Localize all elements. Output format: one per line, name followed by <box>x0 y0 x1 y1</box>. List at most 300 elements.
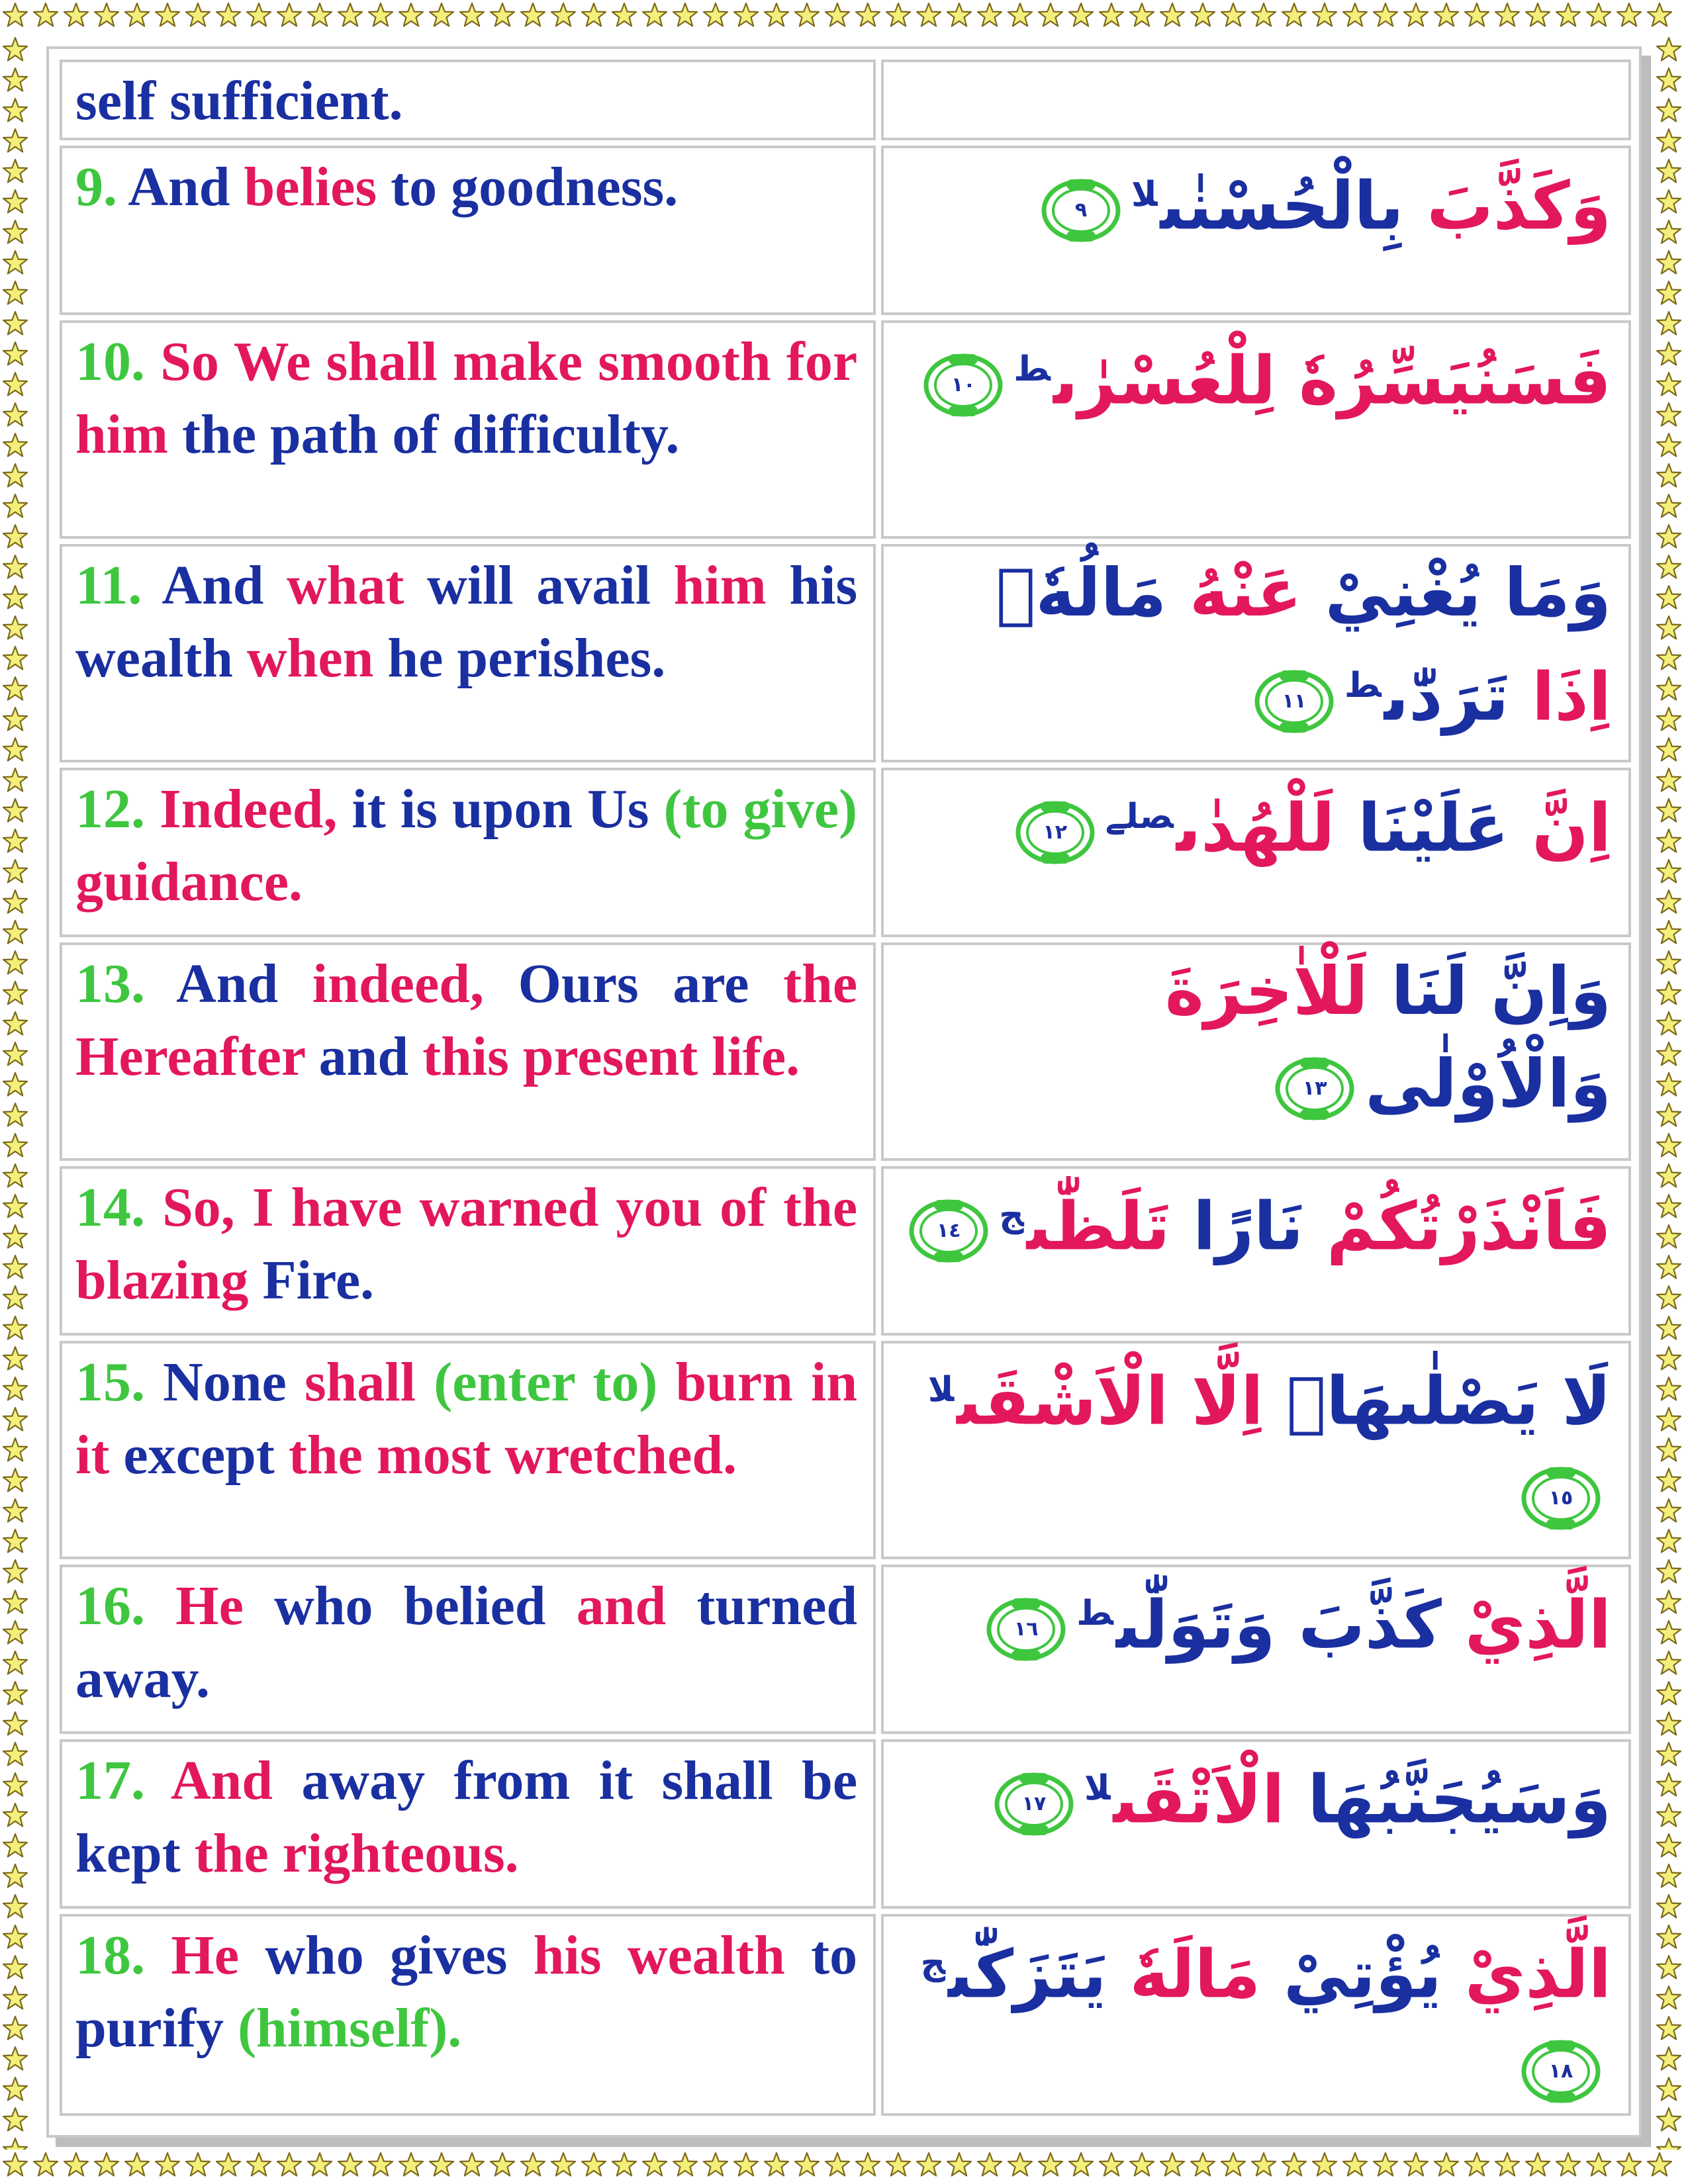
english-translation <box>60 1341 876 1559</box>
star-icon <box>520 2152 546 2178</box>
arabic-text: لَا يَصْلٰىهَاۤ <box>1263 1362 1611 1440</box>
star-icon <box>1656 523 1682 550</box>
star-icon <box>1656 1102 1682 1128</box>
arabic-text: وَاِنَّ لَنَا <box>1368 952 1611 1030</box>
star-icon <box>672 2152 698 2178</box>
star-icon <box>2 1498 28 1524</box>
star-icon <box>1656 1285 1682 1311</box>
translation-segment: belies <box>244 156 391 218</box>
star-icon <box>2 1315 28 1342</box>
star-icon <box>1656 1650 1682 1676</box>
arabic-verse <box>881 146 1631 315</box>
arabic-text: وَسَيُجَنَّبُهَا <box>1284 1760 1611 1839</box>
translation-segment: it is upon Us <box>352 778 664 840</box>
star-icon <box>1656 189 1682 215</box>
verse-row <box>60 146 1631 315</box>
verse-number: 14. <box>75 1177 163 1238</box>
star-icon <box>1372 2152 1399 2178</box>
verse-number: 13. <box>75 953 177 1015</box>
ayah-end-marker-icon <box>1040 177 1122 244</box>
star-icon <box>1656 1893 1682 1920</box>
star-icon <box>1656 219 1682 246</box>
waqf-stop-sign: ج <box>999 1195 1024 1235</box>
verse-row <box>60 60 1631 140</box>
translation-segment: turned away. <box>75 1575 858 1709</box>
star-icon <box>1656 128 1682 154</box>
star-icon <box>2 402 28 428</box>
arabic-text: بِالْحُسْنٰى <box>1160 167 1404 245</box>
star-icon <box>2 858 28 885</box>
star-icon <box>1656 1406 1682 1433</box>
verse-row <box>60 544 1631 762</box>
ayah-end-marker-icon <box>1520 2038 1602 2105</box>
star-border-right <box>1654 34 1688 2150</box>
star-icon <box>976 2152 1003 2178</box>
star-icon <box>2 1406 28 1433</box>
translation-segment: and <box>576 1575 697 1637</box>
star-icon <box>976 2 1003 28</box>
translation-segment: So, I have warned you of the blazing <box>75 1177 858 1311</box>
star-icon <box>2 1102 28 1128</box>
star-icon <box>337 2152 363 2178</box>
star-icon <box>2 523 28 550</box>
star-icon <box>1656 1863 1682 1889</box>
translation-segment: None <box>163 1351 305 1413</box>
star-icon <box>1656 463 1682 489</box>
ayah-number: ١٧ <box>1021 1792 1047 1815</box>
star-icon <box>1524 2152 1551 2178</box>
star-icon <box>2 1680 28 1707</box>
translation-segment: So We shall make smooth for him <box>75 331 858 465</box>
star-icon <box>1656 493 1682 520</box>
translation-segment: And <box>176 953 312 1015</box>
star-icon <box>2 1011 28 1037</box>
star-icon <box>1494 2152 1521 2178</box>
star-icon <box>1281 2 1307 28</box>
star-icon <box>2 1132 28 1159</box>
star-icon <box>1068 2 1094 28</box>
star-icon <box>1656 1132 1682 1159</box>
translation-segment: He <box>171 1925 265 1986</box>
star-icon <box>1656 2137 1682 2150</box>
star-icon <box>32 2152 59 2178</box>
star-icon <box>824 2152 851 2178</box>
ayah-end-marker-icon <box>1253 668 1335 735</box>
star-icon <box>581 2 607 28</box>
star-icon <box>2 1589 28 1615</box>
star-icon <box>2 554 28 580</box>
translation-segment: Indeed, <box>160 778 352 840</box>
star-icon <box>581 2152 607 2178</box>
arabic-text: عَنْهُ <box>1166 554 1302 631</box>
star-icon <box>2 2015 28 2042</box>
arabic-text: مَالُهٗۤ <box>996 554 1167 631</box>
star-icon <box>946 2152 972 2178</box>
english-translation <box>60 60 876 140</box>
ayah-number: ١١ <box>1282 689 1307 713</box>
star-icon <box>520 2 546 28</box>
star-icon <box>459 2 485 28</box>
english-translation <box>60 1914 876 2116</box>
star-icon <box>1646 2 1673 28</box>
star-icon <box>428 2152 455 2178</box>
star-icon <box>702 2152 729 2178</box>
verse-number: 9. <box>75 156 128 218</box>
star-icon <box>1159 2 1186 28</box>
arabic-verse <box>881 1341 1631 1559</box>
star-icon <box>2 1345 28 1372</box>
star-icon <box>1311 2 1338 28</box>
star-icon <box>1656 1741 1682 1768</box>
translation-segment: his wealth <box>533 1925 812 1986</box>
star-icon <box>185 2152 211 2178</box>
translation-segment: self sufficient. <box>75 70 403 132</box>
star-icon <box>2 1559 28 1585</box>
arabic-verse <box>881 1739 1631 1909</box>
star-icon <box>1524 2 1551 28</box>
star-border-bottom <box>0 2150 1688 2184</box>
star-icon <box>2 2076 28 2103</box>
star-icon <box>337 2 363 28</box>
arabic-text: وَالْاُوْلٰى <box>1365 1045 1611 1122</box>
translation-segment: the <box>783 953 858 1015</box>
translation-segment: (enter to) <box>434 1351 676 1413</box>
english-translation <box>60 544 876 762</box>
star-icon <box>1656 584 1682 611</box>
star-icon <box>611 2152 637 2178</box>
star-icon <box>2 1041 28 1068</box>
star-icon <box>1656 158 1682 185</box>
star-icon <box>1656 1924 1682 1950</box>
verse-row <box>60 1739 1631 1909</box>
star-icon <box>1656 2107 1682 2133</box>
star-icon <box>2 1224 28 1250</box>
star-icon <box>2 767 28 794</box>
star-icon <box>2 1893 28 1920</box>
star-icon <box>550 2 577 28</box>
star-icon <box>2 219 28 246</box>
translation-segment: he perishes. <box>387 627 666 689</box>
arabic-verse <box>881 320 1631 539</box>
ayah-number: ١٢ <box>1043 820 1068 844</box>
star-icon <box>1007 2 1033 28</box>
star-icon <box>1656 767 1682 794</box>
star-icon <box>1656 1498 1682 1524</box>
star-icon <box>1555 2 1581 28</box>
star-icon <box>1494 2 1521 28</box>
star-icon <box>2 1071 28 1098</box>
star-icon <box>641 2152 668 2178</box>
arabic-verse <box>881 1166 1631 1336</box>
ayah-end-marker-icon <box>922 352 1004 418</box>
star-icon <box>1656 1437 1682 1463</box>
ayah-end-marker-icon <box>1274 1056 1356 1122</box>
english-translation <box>60 1166 876 1336</box>
star-icon <box>794 2 820 28</box>
translation-segment: (to give) <box>663 778 858 840</box>
waqf-stop-sign: ط <box>1076 1594 1113 1633</box>
star-icon <box>93 2 120 28</box>
star-icon <box>2 432 28 459</box>
translation-segment: the most wretched. <box>288 1424 737 1486</box>
translation-segment: his wealth <box>75 555 858 689</box>
star-icon <box>1656 1680 1682 1707</box>
star-icon <box>2 1924 28 1950</box>
star-icon <box>2 950 28 976</box>
star-icon <box>63 2 89 28</box>
english-translation <box>60 1565 876 1734</box>
star-icon <box>1656 797 1682 824</box>
star-border-top <box>0 0 1688 34</box>
translation-segment: And <box>170 1750 302 1811</box>
star-icon <box>2 1711 28 1737</box>
star-icon <box>367 2 394 28</box>
star-icon <box>1656 1467 1682 1494</box>
arabic-text: تَرَدّٰى <box>1383 658 1509 736</box>
translation-segment: who belied <box>274 1575 577 1637</box>
verse-number: 12. <box>75 778 160 840</box>
star-icon <box>2 158 28 185</box>
translation-segment: indeed, <box>312 953 518 1015</box>
star-icon <box>306 2152 333 2178</box>
star-icon <box>1656 554 1682 580</box>
star-icon <box>215 2152 242 2178</box>
translation-segment: except <box>123 1424 289 1486</box>
star-icon <box>2 1467 28 1494</box>
star-icon <box>1656 1011 1682 1037</box>
star-icon <box>2 1985 28 2011</box>
verse-number: 18. <box>75 1925 171 1986</box>
star-icon <box>1656 36 1682 63</box>
star-icon <box>489 2152 516 2178</box>
waqf-stop-sign: لا <box>927 1370 955 1410</box>
star-icon <box>1098 2 1125 28</box>
star-icon <box>2 615 28 641</box>
star-icon <box>2 1772 28 1798</box>
star-icon <box>1656 1985 1682 2011</box>
star-icon <box>915 2152 942 2178</box>
waqf-stop-sign: لا <box>1084 1768 1111 1808</box>
arabic-text: لَلْاٰخِرَةَ <box>1164 952 1368 1030</box>
star-icon <box>1656 858 1682 885</box>
star-icon <box>2 797 28 824</box>
star-icon <box>124 2 150 28</box>
star-icon <box>1464 2 1490 28</box>
arabic-verse <box>881 942 1631 1161</box>
star-icon <box>215 2 242 28</box>
star-icon <box>1656 280 1682 306</box>
verse-number: 10. <box>75 331 161 392</box>
star-icon <box>2 889 28 915</box>
star-icon <box>855 2152 881 2178</box>
translation-segment: Hereafter <box>75 1026 319 1087</box>
star-icon <box>1656 1559 1682 1585</box>
star-icon <box>1555 2152 1581 2178</box>
star-icon <box>2 1285 28 1311</box>
translation-segment: to purify <box>75 1925 858 2059</box>
translation-segment: shall <box>304 1351 434 1413</box>
star-icon <box>2 2 28 28</box>
star-icon <box>1656 1193 1682 1220</box>
ayah-number: ١٦ <box>1013 1617 1039 1641</box>
translation-segment: And <box>162 555 287 616</box>
star-icon <box>489 2 516 28</box>
waqf-stop-sign: لا <box>1131 175 1158 214</box>
star-icon <box>2 645 28 672</box>
arabic-text: الْاَتْقَى <box>1113 1760 1285 1839</box>
verse-number: 15. <box>75 1351 164 1413</box>
english-translation <box>60 320 876 539</box>
translation-segment: this present life. <box>422 1026 800 1087</box>
translation-segment: (himself). <box>238 1997 462 2059</box>
translation-segment: the path of difficulty. <box>182 404 680 465</box>
star-icon <box>915 2 942 28</box>
star-icon <box>1403 2152 1429 2178</box>
star-icon <box>2 1254 28 1281</box>
star-icon <box>2 2046 28 2072</box>
translation-segment: who gives <box>265 1925 534 1986</box>
star-icon <box>1656 67 1682 93</box>
arabic-text: عَلَيْنَا <box>1335 789 1509 867</box>
arabic-text: لَلْهُدٰى <box>1176 789 1335 867</box>
star-icon <box>2 128 28 154</box>
star-icon <box>763 2 790 28</box>
arabic-text: كَذَّبَ <box>1275 1586 1442 1664</box>
english-translation <box>60 942 876 1161</box>
arabic-text: وَكَذَّبَ <box>1403 167 1611 245</box>
star-icon <box>2 1163 28 1189</box>
english-translation <box>60 768 876 937</box>
star-icon <box>428 2 455 28</box>
star-icon <box>398 2 424 28</box>
star-icon <box>2 2137 28 2150</box>
verse-number: 11. <box>75 555 162 616</box>
star-icon <box>1656 1833 1682 1859</box>
verse-row <box>60 1914 1631 2116</box>
star-icon <box>1656 1254 1682 1281</box>
star-border-left <box>0 34 34 2150</box>
star-icon <box>2 1741 28 1768</box>
verse-number: 16. <box>75 1575 176 1637</box>
arabic-verse <box>881 1565 1631 1734</box>
translation-segment: him <box>673 555 790 616</box>
star-icon <box>185 2 211 28</box>
verse-table-body <box>60 60 1631 2116</box>
verse-row <box>60 1166 1631 1336</box>
star-icon <box>1656 250 1682 276</box>
star-icon <box>2 493 28 520</box>
star-icon <box>1656 97 1682 124</box>
star-icon <box>2 2107 28 2133</box>
star-icon <box>1068 2152 1094 2178</box>
star-icon <box>2 1437 28 1463</box>
arabic-verse <box>881 60 1631 140</box>
star-icon <box>2 706 28 733</box>
star-icon <box>306 2 333 28</box>
star-icon <box>1433 2 1460 28</box>
verse-row <box>60 320 1631 539</box>
translation-segment: guidance. <box>75 851 303 913</box>
waqf-stop-sign: ط <box>1013 349 1051 389</box>
star-icon <box>93 2152 120 2178</box>
star-icon <box>1311 2152 1338 2178</box>
star-icon <box>367 2152 394 2178</box>
english-translation <box>60 1739 876 1909</box>
translation-segment: the righteous. <box>194 1823 519 1884</box>
star-icon <box>1585 2152 1612 2178</box>
star-icon <box>2 1528 28 1555</box>
ayah-number: ١٨ <box>1548 2059 1573 2083</box>
star-icon <box>763 2152 790 2178</box>
star-icon <box>2 36 28 63</box>
star-icon <box>1616 2152 1642 2178</box>
star-icon <box>246 2 272 28</box>
star-icon <box>855 2 881 28</box>
ayah-number: ١٣ <box>1302 1076 1327 1100</box>
star-icon <box>1656 2076 1682 2103</box>
arabic-text: وَتَوَلّٰى <box>1115 1586 1276 1664</box>
arabic-text: الَّذِيْ <box>1441 1586 1611 1664</box>
verse-number: 17. <box>75 1750 171 1811</box>
star-icon <box>1656 1163 1682 1189</box>
star-icon <box>1656 1954 1682 1981</box>
star-icon <box>1129 2 1155 28</box>
ayah-number: ١٥ <box>1548 1486 1573 1510</box>
arabic-text: يُؤْتِيْ <box>1260 1935 1442 2013</box>
star-icon <box>1656 615 1682 641</box>
translation-segment: and <box>318 1026 423 1087</box>
star-icon <box>1656 1041 1682 1068</box>
star-icon <box>124 2152 150 2178</box>
star-icon <box>2 310 28 337</box>
star-icon <box>611 2 637 28</box>
star-icon <box>1646 2152 1673 2178</box>
star-icon <box>1037 2152 1064 2178</box>
star-icon <box>2 919 28 946</box>
arabic-text: الْاَشْقَى <box>957 1362 1169 1440</box>
star-icon <box>2 1376 28 1402</box>
star-icon <box>1037 2 1064 28</box>
waqf-stop-sign: ط <box>1344 666 1382 705</box>
star-icon <box>1656 1589 1682 1615</box>
arabic-text: اِنَّ <box>1509 789 1611 867</box>
arabic-text: فَاَنْذَرْتُكُمْ <box>1303 1187 1611 1265</box>
star-icon <box>1190 2152 1216 2178</box>
star-icon <box>276 2152 303 2178</box>
star-icon <box>459 2152 485 2178</box>
star-icon <box>2 676 28 702</box>
star-icon <box>2 2152 28 2178</box>
star-icon <box>246 2152 272 2178</box>
star-icon <box>1656 980 1682 1007</box>
star-icon <box>1098 2152 1125 2178</box>
star-icon <box>1129 2152 1155 2178</box>
star-icon <box>2 250 28 276</box>
ayah-end-marker-icon <box>908 1198 990 1264</box>
ayah-number: ١٤ <box>936 1218 961 1242</box>
star-icon <box>2 584 28 611</box>
arabic-text: وَمَا يُغْنِيْ <box>1301 554 1611 631</box>
star-icon <box>1656 950 1682 976</box>
translation-segment: burn in it <box>75 1351 858 1486</box>
star-icon <box>1190 2 1216 28</box>
star-icon <box>2 1863 28 1889</box>
star-icon <box>276 2 303 28</box>
star-icon <box>1656 919 1682 946</box>
star-icon <box>1656 828 1682 854</box>
star-icon <box>1585 2 1612 28</box>
ayah-end-marker-icon <box>1014 799 1096 866</box>
